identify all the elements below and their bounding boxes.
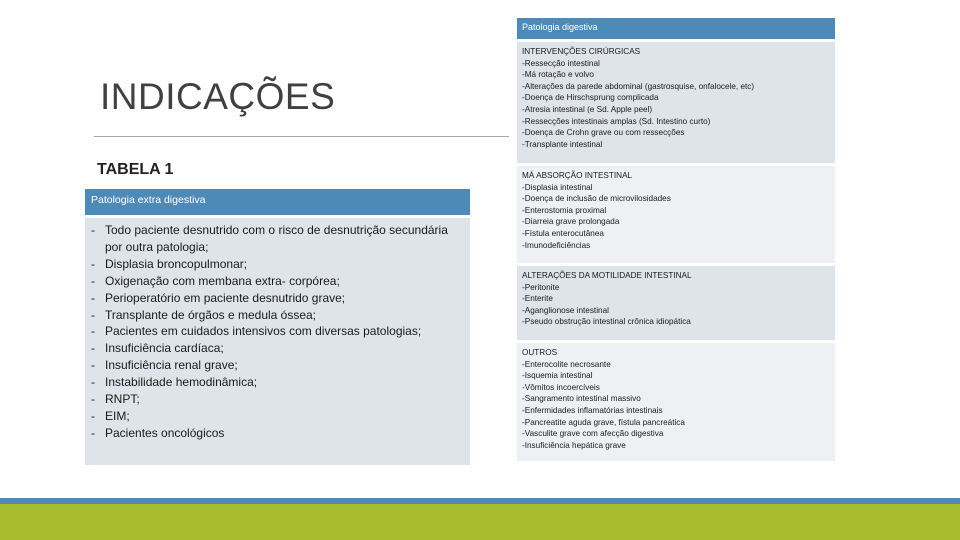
list-item: -Enterite <box>522 294 553 304</box>
list-item: -Ressecção intestinal <box>522 58 600 68</box>
page-title: INDICAÇÕES <box>100 76 336 117</box>
list-item: - EIM; <box>91 408 462 425</box>
list-item: -Ressecções intestinais amplas (Sd. Intestino curto) <box>522 116 711 126</box>
list-item: -Fístula enterocutânea <box>522 228 604 238</box>
extra-digestive-body <box>85 218 470 465</box>
digestive-header: Patologia digestiva <box>517 18 835 39</box>
list-item: -Atresia intestinal (e Sd. Apple peel) <box>522 104 653 114</box>
digestive-table <box>517 18 835 461</box>
list-item: -Enterostomia proximal <box>522 205 607 215</box>
list-item: -Enterocolite necrosante <box>522 359 611 369</box>
table-caption: TABELA 1 <box>97 161 174 178</box>
list-item: -Doença de Hirschsprung complicada <box>522 93 659 103</box>
list-item: -Transplante intestinal <box>522 139 603 149</box>
surgical-interventions-cell <box>517 42 835 163</box>
list-item: -Isquemia intestinal <box>522 371 593 381</box>
list-item: - Displasia broncopulmonar; <box>91 256 462 273</box>
list-item: -Aganglionose intestinal <box>522 305 609 315</box>
list-item: - Insuficiência cardíaca; <box>91 340 462 357</box>
extra-digestive-header: Patologia extra digestiva <box>85 189 470 215</box>
list-item: - RNPT; <box>91 391 462 408</box>
list-item: - Instabilidade hemodinâmica; <box>91 374 462 391</box>
list-item: -Enfermidades inflamatórias intestinais <box>522 405 663 415</box>
list-item: -Má rotação e volvo <box>522 70 594 80</box>
section-list <box>522 182 830 252</box>
list-item: -Alterações da parede abdominal (gastrosquise, onfalocele, etc) <box>522 81 755 91</box>
list-item: - Perioperatório em paciente desnutrido grave; <box>91 290 462 307</box>
list-item: -Pseudo obstrução intestinal crônica idiopática <box>522 317 691 327</box>
list-item: - Insuficiência renal grave; <box>91 357 462 374</box>
malabsorption-cell <box>517 166 835 263</box>
section-title: ALTERAÇÕES DA MOTILIDADE INTESTINAL <box>522 271 692 280</box>
motility-disorders-cell <box>517 266 835 340</box>
list-item: - Oxigenação com membana extra- corpórea; <box>91 273 462 290</box>
section-list <box>522 359 830 452</box>
list-item: -Displasia intestinal <box>522 182 593 192</box>
list-item: -Peritonite <box>522 282 560 292</box>
list-item: -Vasculite grave com afecção digestiva <box>522 429 664 439</box>
footer-band <box>0 504 960 540</box>
title-divider <box>94 136 509 137</box>
section-title: INTERVENÇÕES CIRÚRGICAS <box>522 47 641 56</box>
section-title: MÁ ABSORÇÃO INTESTINAL <box>522 171 633 180</box>
section-list <box>522 58 830 151</box>
list-item: -Vômitos incoercíveis <box>522 382 600 392</box>
extra-digestive-list <box>91 222 462 442</box>
list-item: - Transplante de órgãos e medula óssea; <box>91 307 462 324</box>
list-item: -Doença de inclusão de microvilosidades <box>522 194 671 204</box>
section-title: OUTROS <box>522 348 558 357</box>
list-item: - Todo paciente desnutrido com o risco de desnutrição secundária por outra patologia; <box>91 222 462 256</box>
list-item: - Pacientes oncológicos <box>91 425 462 442</box>
list-item: - Pacientes em cuidados intensivos com diversas patologias; <box>91 323 462 340</box>
list-item: -Diarreia grave prolongada <box>522 217 620 227</box>
extra-digestive-table <box>85 189 470 465</box>
section-list <box>522 282 830 328</box>
list-item: -Insuficiência hepática grave <box>522 440 626 450</box>
list-item: -Doença de Crohn grave ou com ressecções <box>522 128 685 138</box>
others-cell <box>517 343 835 461</box>
list-item: -Pancreatite aguda grave, fístula pancreática <box>522 417 685 427</box>
list-item: -Sangramento intestinal massivo <box>522 394 641 404</box>
list-item: -Imunodeficiências <box>522 240 591 250</box>
